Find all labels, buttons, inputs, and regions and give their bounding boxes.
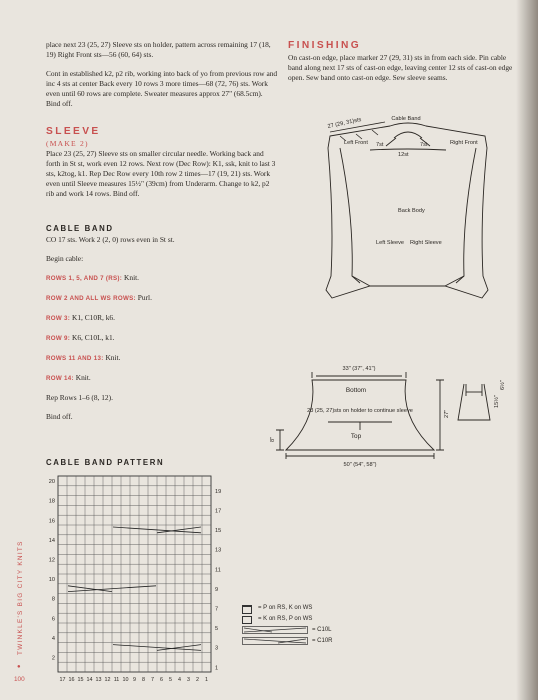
sleeve-subtitle: (MAKE 2)	[46, 139, 89, 148]
cable-band-chart	[40, 466, 240, 686]
right-front-label: Right Front	[450, 140, 478, 146]
stitch-7-right: 7st	[420, 142, 428, 148]
chart-column-label: 7	[151, 677, 154, 683]
chart-row-label: 17	[215, 508, 222, 515]
chart-row-label: 10	[48, 577, 55, 584]
c10l-symbol-icon	[242, 626, 308, 634]
finishing-body: On cast-on edge, place marker 27 (29, 31) sts in from each side. Pin cable band along next 17 sts of cast-on edge, leaving center 12 sts of cast-on edge open. Sew band onto cast-on edge. Sew sleeve seams.	[288, 53, 513, 82]
page-number: 100	[14, 676, 25, 683]
chart-row-label: 3	[215, 645, 219, 652]
sleeve-height-label: 15½"	[494, 395, 500, 408]
chart-column-label: 4	[178, 677, 181, 683]
stitch-count-label: 27 (29, 31)sts	[327, 116, 362, 130]
chart-row-label: 2	[51, 655, 55, 662]
left-column	[46, 40, 278, 431]
stitch-7-left: 7st	[376, 142, 384, 148]
left-front-label: Left Front	[344, 140, 368, 146]
chart-row-label: 1	[215, 665, 219, 672]
cable-band-intro: CO 17 sts. Work 2 (2, 0) rows even in St st.	[46, 235, 175, 244]
chart-row-label: 4	[51, 635, 55, 642]
chart-column-label: 8	[142, 677, 145, 683]
chart-row-label: 18	[48, 498, 55, 505]
cable-band-repeat: Rep Rows 1–6 (8, 12).	[46, 393, 113, 402]
cable-band-bind-off: Bind off.	[46, 412, 73, 421]
cable-row-instruction: ROW 3: K1, C10R, k6.	[46, 313, 115, 322]
book-title-sidebar: TWINKLE'S BIG CITY KNITS	[17, 540, 24, 655]
cable-band-arc	[394, 132, 422, 138]
flat-piece-schematic	[268, 366, 518, 478]
chart-column-label: 17	[59, 677, 66, 683]
cable-cross-mark	[68, 586, 112, 592]
chart-title: CABLE BAND PATTERN	[46, 458, 165, 467]
chart-row-label: 15	[215, 528, 222, 535]
height-label: 27"	[444, 409, 450, 418]
body-assembly-schematic	[300, 108, 515, 308]
chart-row-label: 19	[215, 488, 222, 495]
chart-row-label: 12	[48, 557, 55, 564]
cable-band-begin: Begin cable:	[46, 254, 84, 263]
chart-column-label: 16	[68, 677, 75, 683]
bullet-icon: ●	[17, 664, 21, 670]
chart-row-label: 16	[48, 518, 55, 525]
sleeve-piece-outline	[458, 384, 490, 420]
chart-column-label: 11	[113, 677, 120, 683]
book-page: place next 23 (25, 27) Sleeve sts on holder, pattern across remaining 17 (18, 19) Right Front sts—56 (60, 64) sts. Cont in established k2, p2 rib, working into back of yo from previous row and inc 4 sts at center Back every 10 rows 3 more times—68 (72, 76) sts. Work even until 60 rows are complete. Sweater measures approx 27" (68.5cm). Bind off. SLEEVE (MAKE 2) Place 23 (25, 27) Sleeve sts on smaller circular needle. Working back and forth in St st, work even 12 rows. Next row (Dec Row): K1, ssk, knit to last 3 sts, k2tog, k1. Rep Dec Row every 10th row 2 times—17 (19, 21) sts. Work even until Sleeve measures 15½" (39cm) from Underarm. Change to k2, p2 rib and work 14 rows. Bind off. CABLE BAND CO 17 sts. Work 2 (2, 0) rows even in St st. Begin cable: ROWS 1, 5, AND 7 (RS): Knit. ROW 2 AND ALL WS ROWS: Purl. ROW 3: K1, C10R, k6. ROW 9: K6, C10L, k1. ROWS 11 AND 13: Knit. ROW 14: Knit. Rep Rows 1–6 (8, 12). Bind off. FINISHING On cast-on edge, place marker 27 (29, 31) sts in from each side. Pin cable band along next 17 sts of cast-on edge, leaving center 12 sts of cast-on edge open. Sew band onto cast-on edge. Sew sleeve seams. 27 (29, 31)sts Cable Band Left Front Right Front 7st 7st 12st Back Body Left Sleeve Right Sleeve 33" (37", 41") Bottom 23 (25, 27)sts on holder to continue sleeve Top 50" (54", 58") 27" 8" 15½" 6½" CABLE BAND PATTERN 2 4 6 8 10 12 14 16 18 20 1 3 5 7 9 11 13 15 17 19 17 16 15 14 13 12 11 10 9 8 7 6 5 4 3 2 1 = P on RS, K on WS = K on RS, P on WS = C10L = C10R TWINKLE'S BIG CITY KNITS ● 100	[0, 0, 538, 700]
side-height-label: 8"	[270, 436, 276, 442]
right-sleeve-label: Right Sleeve	[410, 240, 442, 246]
bottom-label: Bottom	[345, 387, 367, 394]
right-column	[288, 40, 520, 83]
sleeve-title: SLEEVE	[46, 126, 101, 137]
chart-column-label: 12	[104, 677, 111, 683]
chart-row-label: 9	[215, 586, 219, 593]
chart-row-label: 20	[48, 479, 55, 486]
chart-column-label: 3	[187, 677, 190, 683]
intro-paragraph-2: Cont in established k2, p2 rib, working into back of yo from previous row and inc 4 sts at center Back every 10 rows 3 more times—68 (72, 76) sts. Work even until 60 rows are complete. Sweater measures approx 27" (68.5cm). Bind off.	[46, 69, 278, 108]
sleeve-body: Place 23 (25, 27) Sleeve sts on smaller circular needle. Working back and forth in St st, work even 12 rows. Next row (Dec Row): K1, ssk, knit to last 3 sts, k2tog, k1. Rep Dec Row every 10th row 2 times—17 (19, 21) sts. Work even until Sleeve measures 15½" (39cm) from Underarm. Change to k2, p2 rib and work 14 rows. Bind off.	[46, 149, 276, 198]
c10r-symbol-icon	[242, 637, 308, 645]
chart-column-label: 13	[95, 677, 102, 683]
chart-row-label: 13	[215, 547, 222, 554]
cable-row-instruction: ROWS 1, 5, AND 7 (RS): Knit.	[46, 273, 140, 282]
binding-shadow	[516, 0, 538, 700]
cable-cross-mark	[157, 527, 201, 533]
finishing-title: FINISHING	[288, 40, 362, 51]
purl-symbol-icon	[242, 605, 252, 614]
chart-column-label: 9	[133, 677, 136, 683]
cable-row-instruction: ROWS 11 AND 13: Knit.	[46, 353, 121, 362]
stitch-12-center: 12st	[398, 152, 409, 158]
intro-paragraph-1: place next 23 (25, 27) Sleeve sts on holder, pattern across remaining 17 (18, 19) Right Front sts—56 (60, 64) sts.	[46, 40, 271, 59]
cable-band-title: CABLE BAND	[46, 224, 114, 233]
chart-row-label: 5	[215, 626, 219, 633]
chart-column-label: 14	[86, 677, 93, 683]
chart-column-label: 1	[205, 677, 208, 683]
cable-row-instruction: ROW 9: K6, C10L, k1.	[46, 333, 115, 342]
sleeve-cuff-label: 6½"	[500, 380, 506, 390]
top-width-label: 33" (37", 41")	[342, 366, 376, 372]
chart-row-label: 8	[51, 596, 55, 603]
cable-band-label: Cable Band	[391, 116, 421, 122]
left-sleeve-label: Left Sleeve	[376, 240, 404, 246]
chart-row-label: 6	[51, 616, 55, 623]
chart-column-label: 10	[122, 677, 129, 683]
bottom-width-label: 50" (54", 58")	[343, 462, 377, 468]
cable-row-instruction: ROW 14: Knit.	[46, 373, 91, 382]
chart-column-label: 2	[196, 677, 199, 683]
chart-column-label: 6	[160, 677, 163, 683]
chart-column-label: 5	[169, 677, 172, 683]
knit-symbol-icon	[242, 616, 252, 624]
chart-column-label: 15	[77, 677, 84, 683]
top-label: Top	[350, 433, 362, 440]
chart-row-label: 7	[215, 606, 219, 613]
cable-cross-mark	[157, 645, 201, 651]
cable-row-instruction: ROW 2 AND ALL WS ROWS: Purl.	[46, 293, 152, 302]
back-body-label: Back Body	[398, 208, 425, 214]
chart-row-label: 14	[48, 537, 55, 544]
chart-row-label: 11	[215, 567, 221, 574]
holder-note-label: 23 (25, 27)sts on holder to continue sleeve	[307, 408, 413, 414]
